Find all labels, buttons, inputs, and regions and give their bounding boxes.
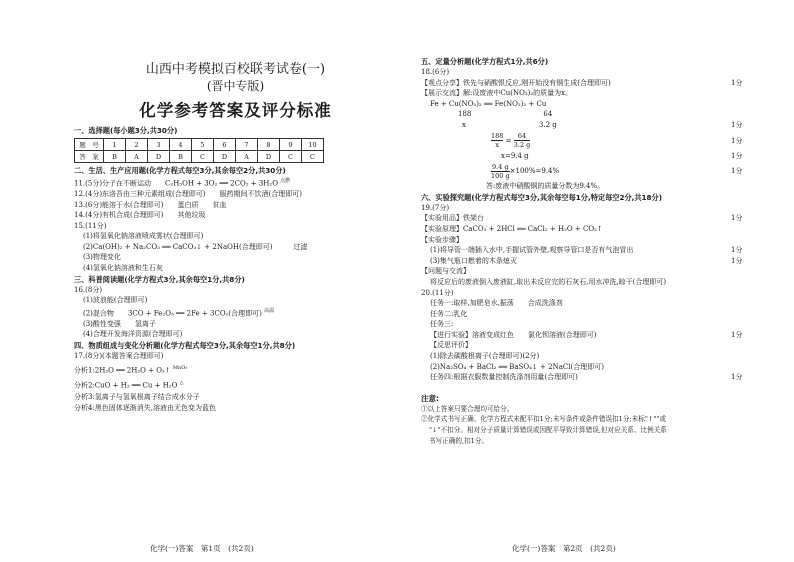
table-row bbox=[75, 139, 324, 151]
fraction bbox=[514, 132, 531, 149]
molar-mass: 64 bbox=[543, 110, 553, 119]
table-cell: D bbox=[258, 151, 280, 163]
exam-subheader: (晋中专版) bbox=[206, 79, 265, 93]
page-footer: 化学(一)答案 第2页 (共2页) bbox=[512, 544, 616, 553]
percent-rest: ×100%=9.4% bbox=[509, 167, 560, 176]
answer-line: (1)除去碳酸根离子(合理即可)(2分) bbox=[430, 352, 540, 361]
reaction-condition: 高温 bbox=[264, 307, 275, 314]
equation-quantities bbox=[421, 120, 794, 131]
note-line: "↓"不扣分。相对分子质量计算错误或因配平导致计算错误,但对应关系、比例关系 bbox=[429, 426, 667, 435]
answer-text: 【观点分享】铁先与硝酸银反应,刚开始没有铜生成(合理即可) bbox=[421, 78, 611, 87]
answer-text: 11.(5分)分子在不断运动 C₂H₅OH + 3O₂ ══ 2CO₂ + 3H₂O bbox=[74, 179, 278, 188]
score-points: 1分 bbox=[731, 246, 743, 255]
answer-line: 任务二:乳化 bbox=[430, 309, 468, 318]
table-cell: 5 bbox=[192, 139, 214, 151]
answer-line: 【问题与交流】 bbox=[421, 267, 470, 276]
answer-text: (2)混合物 3CO + Fe₂O₃ ══ 2Fe + 3CO₂(合理即可) bbox=[83, 309, 262, 318]
answer-line: 13.(6分)能溶于水(合理即可) 蛋白质 贫血 bbox=[74, 200, 227, 209]
table-cell: A bbox=[236, 151, 258, 163]
table-cell: D bbox=[214, 151, 236, 163]
answer-page-2 bbox=[397, 0, 794, 562]
answer-line bbox=[421, 78, 794, 89]
answer-line bbox=[421, 330, 794, 341]
answer-line: 20.(11分) bbox=[421, 288, 454, 297]
section-heading: 三、科普阅读题(化学方程式3分,其余每空1分,共8分) bbox=[74, 274, 245, 284]
unknown-x: x bbox=[462, 120, 466, 129]
answer-text: 【进行实验】溶液变成红色 氯化钡溶液(合理即可) bbox=[430, 330, 597, 339]
table-row bbox=[75, 151, 324, 163]
answer-line bbox=[421, 213, 794, 224]
answer-line bbox=[74, 176, 397, 189]
table-cell: 3 bbox=[148, 139, 170, 151]
table-cell: C bbox=[192, 151, 214, 163]
answer-table bbox=[74, 138, 324, 163]
table-cell: C bbox=[280, 151, 302, 163]
table-cell: D bbox=[148, 151, 170, 163]
answer-text: (3)集气瓶口燃着的木条熄灭 bbox=[430, 256, 517, 265]
page-title: 化学参考答案及评分标准 bbox=[139, 101, 332, 120]
answer-line bbox=[421, 245, 794, 256]
table-cell: 6 bbox=[214, 139, 236, 151]
answer-line: (1)将氢氧化钠溶液喷成雾状(合理即可) bbox=[83, 232, 204, 241]
answer-line: 12.(4分)东洛吾由三种元素组成(合理即可) 服药期间不饮酒(合理即可) bbox=[74, 189, 302, 198]
percent-line bbox=[421, 161, 794, 181]
answer-line: 19.(7分) bbox=[421, 203, 450, 212]
answer-line: 【实验原理】CaCO₃ + 2HCl ══ CaCl₂ + H₂O + CO₂↑ bbox=[421, 224, 603, 233]
table-cell: C bbox=[302, 151, 324, 163]
reaction-condition: 点燃 bbox=[280, 178, 291, 184]
answer-line: 答:废液中硝酸铜的质量分数为9.4%。 bbox=[486, 182, 605, 191]
score-points: 1分 bbox=[731, 167, 743, 176]
score-points: 1分 bbox=[731, 136, 743, 145]
table-cell: 10 bbox=[302, 139, 324, 151]
note-line: ①以上答案只要合理均可给分。 bbox=[421, 404, 514, 413]
section-heading: 四、物质组成与变化分析题(化学方程式每空3分,其余每空1分,共8分) bbox=[74, 340, 296, 350]
score-points: 1分 bbox=[731, 151, 743, 160]
table-cell: 8 bbox=[258, 139, 280, 151]
score-points: 1分 bbox=[731, 120, 743, 129]
score-points: 1分 bbox=[731, 78, 743, 87]
table-cell: 9 bbox=[280, 139, 302, 151]
answer-text: (1)将导管一端插入水中,手握试管外壁,观察导管口是否有气泡冒出 bbox=[430, 246, 634, 255]
answer-line: 14.(4分)有机合成(合理即可) 其他垃圾 bbox=[74, 211, 206, 220]
answer-line: 分析3:氢离子与氢氧根离子结合成水分子 bbox=[74, 393, 200, 402]
section-heading: 二、生活、生产应用题(化学方程式每空3分,其余每空2分,共30分) bbox=[74, 166, 286, 175]
answer-line bbox=[421, 256, 794, 267]
answer-line: 任务一:取样,加肥皂水,振荡 合成洗涤剂 bbox=[430, 299, 563, 308]
answer-line bbox=[74, 377, 397, 392]
answer-line: 分析4:黑色固体逐渐消失,溶液由无色变为蓝色 bbox=[74, 403, 217, 412]
solution-line bbox=[421, 151, 794, 162]
note-line: 书写正确的,扣1分。 bbox=[429, 436, 489, 445]
table-header-cell: 题 号 bbox=[75, 139, 104, 151]
answer-line: 【反思评价】 bbox=[430, 341, 472, 350]
answer-line: 17.(8分)(本题答案合理即可) bbox=[74, 351, 164, 360]
answer-text: 分析1:2H₂O ══ 2H₂O + O₂↑ bbox=[74, 365, 171, 374]
answer-line: 【实验步骤】 bbox=[421, 235, 463, 244]
answer-line bbox=[421, 372, 794, 383]
answer-text: 任务四:根据衣服数量控制洗涤剂用量(合理即可) bbox=[430, 373, 578, 382]
answer-line: (4)氢氧化钠溶液和生石灰 bbox=[83, 264, 163, 273]
notes-heading: 注意: bbox=[421, 393, 439, 403]
score-points: 1分 bbox=[731, 330, 743, 339]
known-mass: 3.2 g bbox=[538, 120, 557, 129]
denominator: x bbox=[495, 141, 500, 150]
table-cell: 2 bbox=[126, 139, 148, 151]
solution-x: x=9.4 g bbox=[501, 151, 529, 160]
answer-line: 15.(11分) bbox=[74, 221, 107, 230]
table-cell: B bbox=[170, 151, 192, 163]
answer-line: (2)Na₂SO₄ + BaCl₂ ══ BaSO₄↓ + 2NaCl(合理即可) bbox=[430, 362, 604, 371]
section-heading: 五、定量分析题(化学方程式1分,共6分) bbox=[421, 57, 549, 66]
answer-line: 18.(6分) bbox=[421, 68, 450, 76]
exam-header: 山西中考模拟百校联考试卷(一) bbox=[145, 62, 326, 77]
answer-text: 【实验用品】铁架台 bbox=[421, 214, 484, 223]
page-footer: 化学(一)答案 第1页 (共2页) bbox=[150, 544, 254, 553]
equation-line: Fe + Cu(NO₃)₂ ══ Fe(NO₃)₂ + Cu bbox=[430, 99, 547, 108]
score-points: 1分 bbox=[731, 373, 743, 382]
note-line: ②化学式书写正确、化学方程式未配平扣1分;未写条件或条件错误扣1分;未标"↑""或 bbox=[421, 415, 667, 424]
answer-line bbox=[74, 306, 397, 319]
table-cell: 1 bbox=[104, 139, 126, 151]
numerator: 64 bbox=[514, 132, 531, 141]
answer-line: (1)波浪能(合理即可) bbox=[83, 296, 148, 305]
reaction-condition: MnO₂ bbox=[172, 364, 188, 371]
table-cell: 7 bbox=[236, 139, 258, 151]
answer-line: (3)酸性变强 氢离子 bbox=[83, 319, 156, 328]
proportion-line: $\frac{188}{x}$ = $\frac{64}{3.2 g}$ 1分 bbox=[491, 132, 743, 150]
table-header-cell: 答 案 bbox=[75, 151, 104, 163]
answer-line: 16.(8分) bbox=[74, 285, 103, 294]
table-cell: A bbox=[126, 151, 148, 163]
numerator: 188 bbox=[491, 132, 504, 141]
answer-text: 分析2:CuO + H₂ ══ Cu + H₂O bbox=[74, 381, 178, 390]
section-heading: 六、实验探究题(化学方程式每空3分,其余每空每1分,特定每空2分,共18分) bbox=[421, 192, 663, 202]
answer-line: 【展示交流】解:设废液中Cu(NO₃)₂的质量为x。 bbox=[421, 89, 573, 98]
table-cell: B bbox=[104, 151, 126, 163]
score-points: 1分 bbox=[731, 256, 743, 265]
fraction bbox=[491, 132, 503, 149]
answer-line: 任务三: bbox=[430, 320, 454, 329]
answer-line: (4)合理开发海洋资源(合理即可) bbox=[83, 330, 183, 339]
denominator: 100 g bbox=[491, 171, 510, 180]
numerator: 9.4 g bbox=[492, 162, 509, 171]
molar-mass: 188 bbox=[458, 110, 472, 119]
section-heading: 一、选择题(每小题3分,共30分) bbox=[74, 126, 178, 135]
equation-masses bbox=[421, 109, 794, 120]
answer-line: 将反应后的废液倒入废液缸,取出未反应完的石灰石,用水冲洗,晾干(合理即可) bbox=[430, 277, 667, 286]
answer-line bbox=[74, 362, 397, 377]
answer-line: (3)物理变化 bbox=[83, 253, 121, 262]
fraction bbox=[491, 163, 510, 180]
table-cell: 4 bbox=[170, 139, 192, 151]
denominator: 3.2 g bbox=[513, 141, 531, 150]
reaction-condition: △ bbox=[179, 379, 184, 386]
answer-line: (2)Ca(OH)₂ + Na₂CO₃ ══ CaCO₃↓ + 2NaOH(合理即可) 过滤 bbox=[83, 242, 308, 251]
score-points: 1分 bbox=[731, 214, 743, 223]
